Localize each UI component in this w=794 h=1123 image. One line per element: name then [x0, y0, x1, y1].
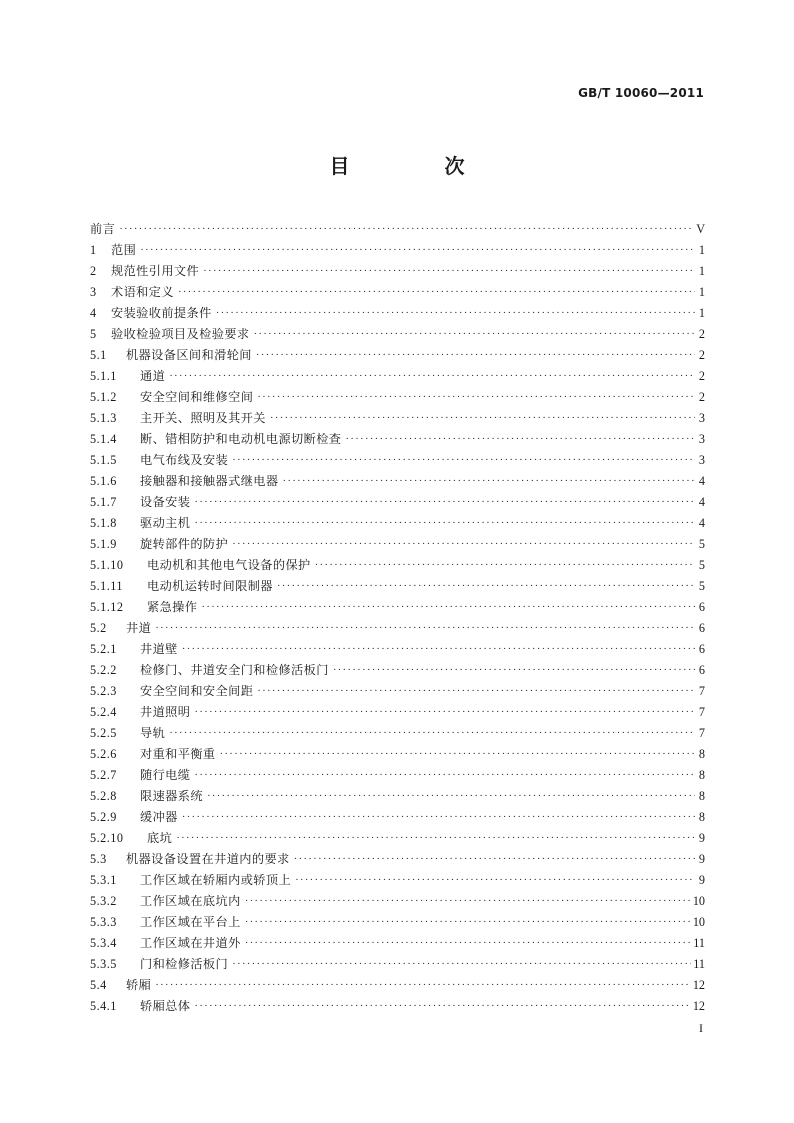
toc-entry-page: 8 — [698, 810, 705, 824]
toc-entry-page: 3 — [698, 453, 705, 467]
toc-entry-page: 12 — [692, 978, 705, 992]
toc-dot-leader — [257, 387, 695, 408]
toc-entry-number: 5.4.1 — [90, 999, 117, 1013]
toc-entry-number: 5.2.5 — [90, 726, 117, 740]
toc-entry-number: 5.1.3 — [90, 411, 117, 425]
toc-entry-number: 5.2.7 — [90, 768, 117, 782]
toc-dot-leader — [178, 282, 695, 303]
toc-entry-page: V — [696, 222, 705, 236]
toc-dot-leader — [256, 345, 695, 366]
table-of-contents — [90, 219, 705, 1017]
toc-entry-title: 通道 — [140, 369, 166, 383]
toc-dot-leader — [194, 996, 690, 1017]
toc-entry-number: 5.2.8 — [90, 789, 117, 803]
toc-entry[interactable] — [90, 492, 705, 513]
toc-entry-number: 5.3.2 — [90, 894, 117, 908]
toc-entry[interactable] — [90, 513, 705, 534]
toc-entry[interactable] — [90, 954, 705, 975]
toc-entry-page: 1 — [698, 264, 705, 278]
toc-entry-title: 井道 — [126, 621, 152, 635]
toc-entry-title: 安装验收前提条件 — [111, 306, 212, 320]
toc-entry-number: 5.2.2 — [90, 663, 117, 677]
toc-entry-title: 井道壁 — [140, 642, 178, 656]
toc-entry-number: 5.1.11 — [90, 579, 124, 593]
toc-entry-page: 3 — [698, 432, 705, 446]
toc-entry-number: 5.1.2 — [90, 390, 117, 404]
toc-entry[interactable] — [90, 303, 705, 324]
toc-entry[interactable] — [90, 597, 705, 618]
toc-entry-number: 5 — [90, 327, 97, 341]
toc-entry-page: 5 — [698, 537, 705, 551]
toc-entry-title: 底坑 — [147, 831, 173, 845]
toc-entry-number: 5.1.10 — [90, 558, 124, 572]
toc-entry[interactable] — [90, 450, 705, 471]
toc-entry-page: 6 — [698, 663, 705, 677]
page-number: I — [699, 1021, 703, 1035]
toc-entry-title: 紧急操作 — [147, 600, 198, 614]
toc-entry-title: 对重和平衡重 — [140, 747, 216, 761]
toc-dot-leader — [333, 660, 695, 681]
toc-entry-page: 9 — [698, 831, 705, 845]
toc-entry-title: 设备安装 — [140, 495, 191, 509]
toc-entry-title: 缓冲器 — [140, 810, 178, 824]
toc-dot-leader — [257, 681, 695, 702]
toc-entry-number: 5.1.12 — [90, 600, 124, 614]
toc-entry-page: 5 — [698, 558, 705, 572]
toc-entry-title: 工作区域在底坑内 — [140, 894, 241, 908]
toc-entry-title: 范围 — [111, 243, 137, 257]
toc-entry[interactable] — [90, 345, 705, 366]
toc-dot-leader — [253, 324, 695, 345]
toc-dot-leader — [119, 219, 694, 240]
toc-entry[interactable] — [90, 681, 705, 702]
toc-entry-page: 6 — [698, 621, 705, 635]
toc-dot-leader — [232, 534, 695, 555]
toc-dot-leader — [245, 891, 691, 912]
toc-entry[interactable] — [90, 975, 705, 996]
toc-dot-leader — [232, 954, 691, 975]
toc-entry-page: 11 — [693, 936, 705, 950]
toc-entry-page: 2 — [698, 348, 705, 362]
toc-entry-title: 电动机运转时间限制器 — [147, 579, 273, 593]
toc-entry-title: 工作区域在井道外 — [140, 936, 241, 950]
page-title: 目 次 — [329, 154, 509, 178]
toc-entry-number: 5.1 — [90, 348, 107, 362]
toc-entry-page: 4 — [698, 474, 705, 488]
toc-entry[interactable] — [90, 870, 705, 891]
toc-entry-number: 3 — [90, 285, 97, 299]
toc-entry[interactable] — [90, 534, 705, 555]
toc-entry[interactable] — [90, 807, 705, 828]
toc-dot-leader — [245, 933, 692, 954]
toc-entry[interactable] — [90, 996, 705, 1017]
toc-dot-leader — [140, 240, 695, 261]
toc-entry[interactable] — [90, 555, 705, 576]
toc-entry-page: 8 — [698, 768, 705, 782]
toc-entry-number: 5.3.5 — [90, 957, 117, 971]
toc-entry-page: 7 — [698, 726, 705, 740]
toc-entry-number: 5.1.6 — [90, 474, 117, 488]
toc-entry-title: 轿厢总体 — [140, 999, 191, 1013]
toc-dot-leader — [315, 555, 695, 576]
toc-entry-number: 5.1.9 — [90, 537, 117, 551]
toc-dot-leader — [245, 912, 691, 933]
toc-entry-number: 4 — [90, 306, 97, 320]
toc-entry[interactable] — [90, 723, 705, 744]
toc-entry-title: 主开关、照明及其开关 — [140, 411, 266, 425]
toc-entry-page: 4 — [698, 495, 705, 509]
toc-entry-title: 导轨 — [140, 726, 166, 740]
toc-entry-title: 接触器和接触器式继电器 — [140, 474, 279, 488]
toc-entry-title: 机器设备设置在井道内的要求 — [126, 852, 290, 866]
toc-entry-number: 1 — [90, 243, 97, 257]
toc-entry-number: 5.2.1 — [90, 642, 117, 656]
toc-entry-page: 1 — [698, 285, 705, 299]
toc-entry-number: 5.1.5 — [90, 453, 117, 467]
toc-entry-number: 5.2.6 — [90, 747, 117, 761]
toc-entry[interactable] — [90, 324, 705, 345]
toc-entry-title: 安全空间和维修空间 — [140, 390, 254, 404]
toc-dot-leader — [220, 744, 695, 765]
toc-dot-leader — [194, 702, 695, 723]
toc-entry[interactable] — [90, 618, 705, 639]
toc-entry[interactable] — [90, 429, 705, 450]
toc-entry-page: 9 — [698, 852, 705, 866]
toc-dot-leader — [216, 303, 695, 324]
toc-entry[interactable] — [90, 408, 705, 429]
toc-entry-title: 轿厢 — [126, 978, 152, 992]
toc-dot-leader — [194, 492, 695, 513]
toc-entry-number: 5.1.8 — [90, 516, 117, 530]
toc-entry-page: 7 — [698, 705, 705, 719]
toc-entry-number: 5.2.9 — [90, 810, 117, 824]
toc-entry-title: 安全空间和安全间距 — [140, 684, 254, 698]
toc-dot-leader — [232, 450, 695, 471]
toc-entry[interactable] — [90, 660, 705, 681]
toc-entry-page: 1 — [698, 243, 705, 257]
toc-entry[interactable] — [90, 828, 705, 849]
toc-entry[interactable] — [90, 744, 705, 765]
toc-entry-page: 10 — [692, 915, 705, 929]
toc-entry[interactable] — [90, 240, 705, 261]
toc-entry-number: 5.3.1 — [90, 873, 117, 887]
toc-entry-title: 门和检修活板门 — [140, 957, 229, 971]
toc-dot-leader — [182, 639, 695, 660]
toc-dot-leader — [270, 408, 695, 429]
toc-entry-title: 断、错相防护和电动机电源切断检查 — [140, 432, 342, 446]
toc-dot-leader — [155, 975, 691, 996]
toc-dot-leader — [207, 786, 695, 807]
toc-entry-page: 2 — [698, 390, 705, 404]
toc-entry[interactable] — [90, 219, 705, 240]
toc-entry-title: 电气布线及安装 — [140, 453, 229, 467]
toc-entry-page: 7 — [698, 684, 705, 698]
toc-entry-title: 驱动主机 — [140, 516, 191, 530]
toc-entry-number: 5.2.10 — [90, 831, 124, 845]
toc-entry-number: 5.2 — [90, 621, 107, 635]
toc-entry-number: 5.1.7 — [90, 495, 117, 509]
toc-entry-page: 2 — [698, 327, 705, 341]
toc-entry-page: 12 — [692, 999, 705, 1013]
toc-entry-number: 5.3.3 — [90, 915, 117, 929]
toc-entry-title: 前言 — [90, 222, 116, 236]
toc-entry-number: 5.4 — [90, 978, 107, 992]
toc-entry-title: 限速器系统 — [140, 789, 203, 803]
toc-entry[interactable] — [90, 702, 705, 723]
toc-entry-number: 5.3 — [90, 852, 107, 866]
toc-entry-page: 5 — [698, 579, 705, 593]
toc-dot-leader — [201, 597, 695, 618]
toc-dot-leader — [169, 723, 695, 744]
toc-entry-number: 5.2.3 — [90, 684, 117, 698]
toc-entry-number: 2 — [90, 264, 97, 278]
toc-dot-leader — [194, 765, 695, 786]
toc-entry-title: 检修门、井道安全门和检修活板门 — [140, 663, 329, 677]
toc-entry-title: 旋转部件的防护 — [140, 537, 229, 551]
toc-dot-leader — [294, 849, 695, 870]
toc-dot-leader — [194, 513, 695, 534]
toc-entry[interactable] — [90, 891, 705, 912]
toc-entry-page: 9 — [698, 873, 705, 887]
toc-dot-leader — [182, 807, 695, 828]
toc-entry[interactable] — [90, 849, 705, 870]
toc-entry-number: 5.1.1 — [90, 369, 117, 383]
toc-entry-title: 电动机和其他电气设备的保护 — [147, 558, 311, 572]
toc-entry-page: 2 — [698, 369, 705, 383]
toc-entry-title: 术语和定义 — [111, 285, 174, 299]
toc-entry[interactable] — [90, 387, 705, 408]
toc-dot-leader — [345, 429, 695, 450]
toc-entry-page: 4 — [698, 516, 705, 530]
toc-entry[interactable] — [90, 366, 705, 387]
toc-entry-page: 1 — [698, 306, 705, 320]
toc-entry-number: 5.2.4 — [90, 705, 117, 719]
toc-dot-leader — [277, 576, 695, 597]
toc-entry[interactable] — [90, 282, 705, 303]
toc-entry[interactable] — [90, 639, 705, 660]
toc-dot-leader — [155, 618, 695, 639]
toc-entry-title: 验收检验项目及检验要求 — [111, 327, 250, 341]
toc-entry-title: 规范性引用文件 — [111, 264, 200, 278]
toc-entry-page: 11 — [693, 957, 705, 971]
toc-entry[interactable] — [90, 912, 705, 933]
toc-dot-leader — [176, 828, 695, 849]
toc-entry-page: 6 — [698, 642, 705, 656]
toc-entry-page: 8 — [698, 789, 705, 803]
toc-entry[interactable] — [90, 933, 705, 954]
toc-entry-page: 3 — [698, 411, 705, 425]
toc-entry-page: 10 — [692, 894, 705, 908]
toc-dot-leader — [169, 366, 695, 387]
toc-dot-leader — [203, 261, 695, 282]
toc-entry-number: 5.1.4 — [90, 432, 117, 446]
toc-entry-title: 随行电缆 — [140, 768, 191, 782]
toc-entry[interactable] — [90, 471, 705, 492]
toc-dot-leader — [295, 870, 695, 891]
toc-entry[interactable] — [90, 765, 705, 786]
standard-code: GB/T 10060—2011 — [578, 86, 704, 100]
toc-entry-title: 井道照明 — [140, 705, 191, 719]
toc-entry-page: 6 — [698, 600, 705, 614]
toc-entry[interactable] — [90, 786, 705, 807]
toc-entry-title: 工作区域在轿厢内或轿顶上 — [140, 873, 292, 887]
toc-entry-title: 机器设备区间和滑轮间 — [126, 348, 252, 362]
toc-entry[interactable] — [90, 576, 705, 597]
toc-entry-number: 5.3.4 — [90, 936, 117, 950]
toc-dot-leader — [282, 471, 695, 492]
toc-entry[interactable] — [90, 261, 705, 282]
toc-entry-page: 8 — [698, 747, 705, 761]
toc-entry-title: 工作区域在平台上 — [140, 915, 241, 929]
